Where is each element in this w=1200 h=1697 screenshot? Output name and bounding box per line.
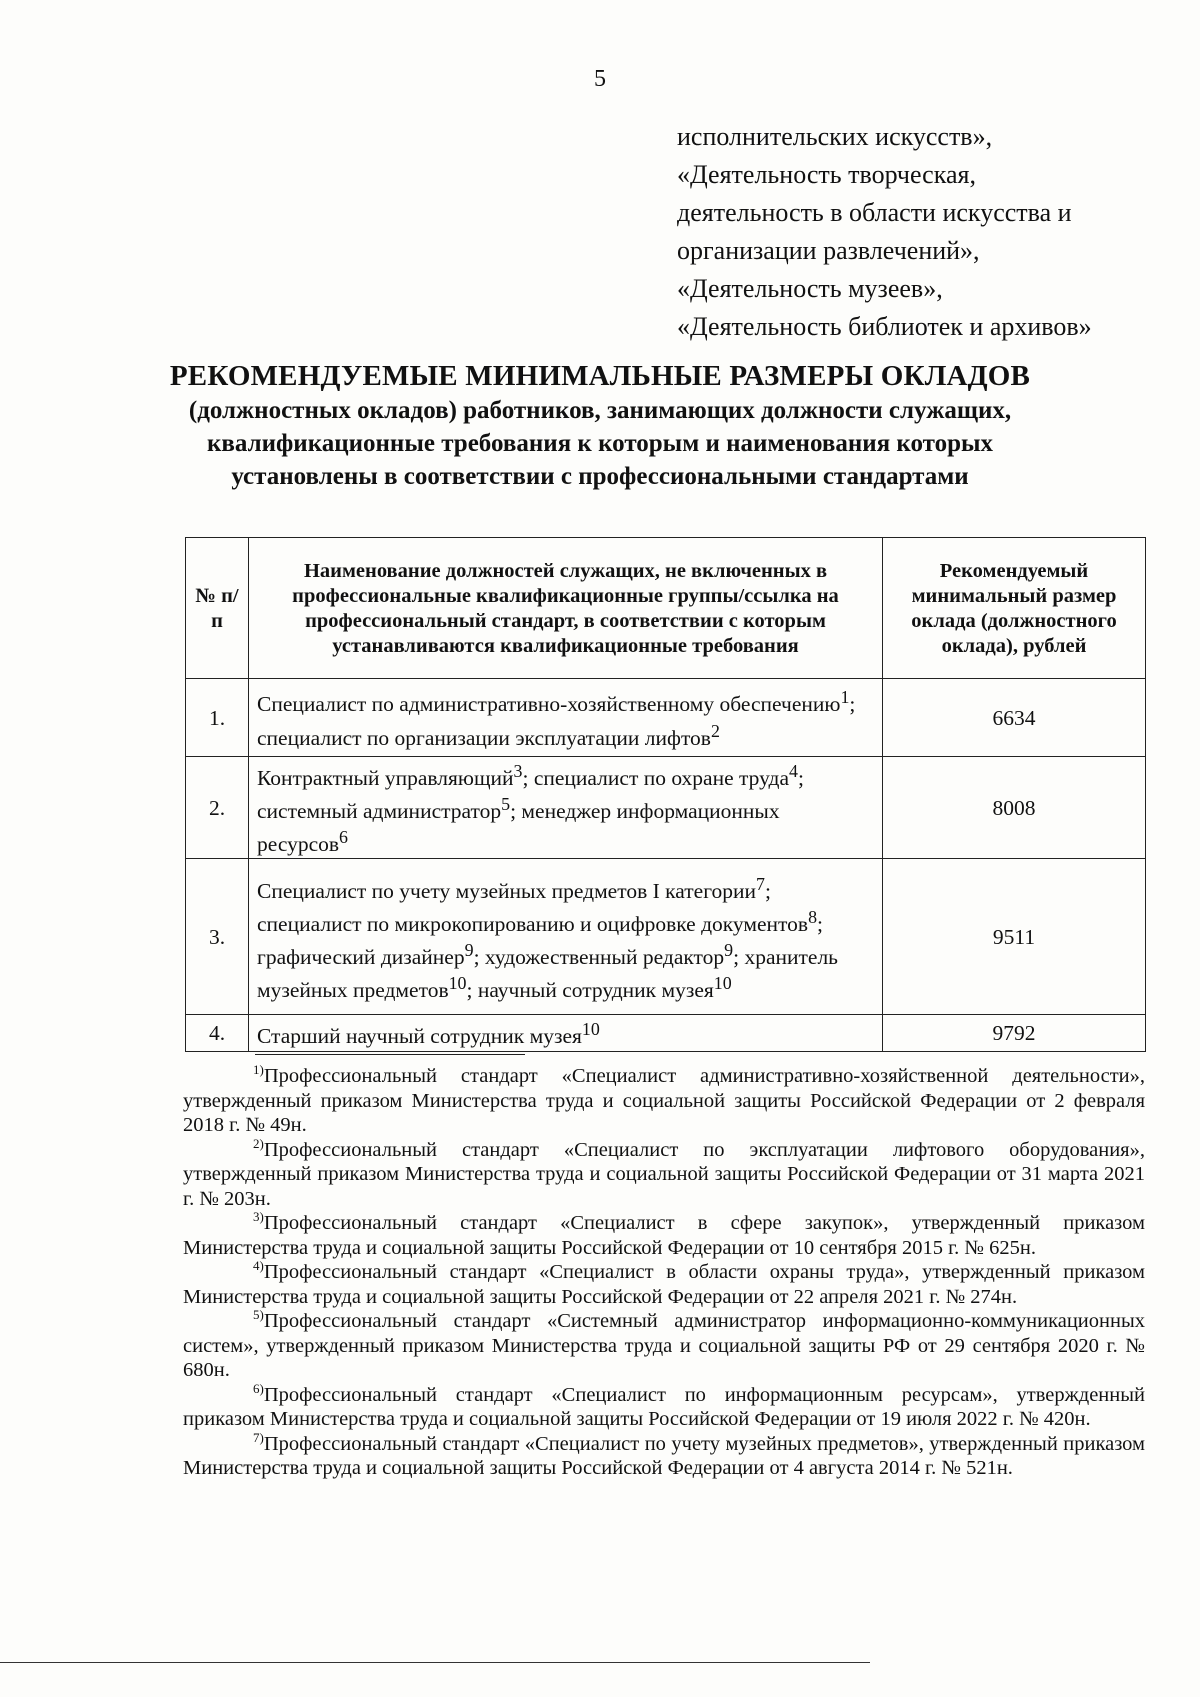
footnote-text: Профессиональный стандарт «Специалист по информационным ресурсам», утвержденный приказом Министерства труда и социальной защиты Российской Федерации от 19 июля 2022 г. № 420н.: [183, 1383, 1145, 1430]
table-row: [186, 679, 1146, 757]
footnote: [183, 1429, 1145, 1481]
intro-line: деятельность в области искусства и: [677, 198, 1072, 227]
page-number: 5: [594, 66, 606, 92]
intro-line: «Деятельность музеев»,: [677, 274, 943, 303]
position-text: Старший научный сотрудник музея: [257, 1024, 582, 1049]
table-row: [186, 859, 1146, 1015]
footnote-ref: 9: [724, 939, 734, 960]
footnote-ref: 7: [756, 873, 765, 894]
footnote-text: Профессиональный стандарт «Специалист в сфере закупок», утвержденный приказом Министерства труда и социальной защиты Российской Федерации от 10 сентября 2015 г. № 625н.: [183, 1212, 1145, 1259]
position-text: ; системный администратор: [257, 766, 804, 824]
footnote-ref: 5: [501, 794, 511, 815]
row-salary: 9511: [883, 859, 1146, 1015]
row-number: 2.: [186, 757, 249, 859]
row-position-name: [249, 1015, 883, 1051]
row-salary: 9792: [883, 1015, 1146, 1051]
row-number: 4.: [186, 1015, 249, 1051]
table-body: [186, 679, 1146, 1052]
footnote-text: Профессиональный стандарт «Специалист административно-хозяйственной деятельности», утвержденный приказом Министерства труда и социальной защиты Российской Федерации от 2 февраля 2018 г. № 49н.: [183, 1065, 1145, 1136]
intro-line: организации развлечений»,: [677, 236, 980, 265]
position-text: ; научный сотрудник музея: [466, 978, 714, 1003]
row-salary: 6634: [883, 679, 1146, 757]
position-text: Специалист по административно-хозяйственному обеспечению: [257, 692, 841, 717]
footnote-ref: 10: [448, 973, 467, 994]
footnote-text: Профессиональный стандарт «Специалист по эксплуатации лифтового оборудования», утвержденный приказом Министерства труда и социальной защиты Российской Федерации от 31 марта 2021 г. № 203н.: [183, 1138, 1145, 1210]
position-text: ; специалист по микрокопированию и оцифровке документов: [257, 878, 809, 936]
footnote-ref: 10: [713, 973, 732, 994]
footnote-separator: [255, 1054, 525, 1055]
row-position-name: [249, 757, 883, 859]
footnote-ref: 1: [840, 687, 850, 708]
footnote: [183, 1380, 1145, 1432]
position-text: Контрактный управляющий: [257, 766, 514, 791]
intro-line: исполнительских искусств»,: [677, 122, 993, 151]
footnote-mark: 3): [253, 1209, 264, 1225]
row-number: 1.: [186, 679, 249, 757]
salary-table: [185, 537, 1146, 1052]
intro-block: [677, 118, 1157, 346]
footnote-ref: 4: [789, 761, 798, 781]
intro-line: «Деятельность творческая,: [677, 160, 976, 189]
position-text: ; специалист по охране труда: [522, 766, 790, 791]
heading-title: РЕКОМЕНДУЕМЫЕ МИНИМАЛЬНЫЕ РАЗМЕРЫ ОКЛАДОВ: [169, 360, 1031, 392]
table-row: [186, 757, 1146, 859]
footnote-mark: 6): [253, 1380, 264, 1396]
footnote-mark: 4): [253, 1258, 264, 1274]
footnote: [183, 1064, 1145, 1138]
footnote-mark: 1): [253, 1062, 264, 1078]
heading-line: установлены в соответствии с профессиональными стандартами: [231, 463, 969, 490]
footnote: [183, 1135, 1145, 1212]
footnote: [183, 1309, 1145, 1383]
intro-line: «Деятельность библиотек и архивов»: [677, 312, 1092, 341]
footnotes: [183, 1064, 1145, 1481]
table-header-row: [186, 538, 1146, 679]
footnote-ref: 3: [513, 761, 523, 781]
footnote-mark: 2): [253, 1135, 264, 1151]
position-text: Специалист по учету музейных предметов I категории: [257, 878, 756, 903]
row-position-name: [249, 679, 883, 757]
row-number: 3.: [186, 859, 249, 1015]
footnote-ref: 8: [808, 906, 818, 927]
footnote-mark: 5): [253, 1307, 264, 1323]
footnote: [183, 1260, 1145, 1309]
header-position-name: Наименование должностей служащих, не включенных в профессиональные квалификационные группы/ссылка на профессиональный стандарт, в соответствии с которым устанавливаются квалификационные требования: [249, 538, 883, 679]
header-number: № п/п: [186, 538, 249, 679]
table-row: [186, 1015, 1146, 1051]
footnote-text: Профессиональный стандарт «Системный администратор информационно-коммуникационных систем», утвержденный приказом Министерства труда и социальной защиты РФ от 29 сентября 2020 г. № 680н.: [183, 1310, 1145, 1381]
row-position-name: [249, 859, 883, 1015]
position-text: ; хранитель музейных предметов: [257, 945, 838, 1003]
footnote-mark: 7): [253, 1429, 264, 1445]
row-salary: 8008: [883, 757, 1146, 859]
document-heading: [80, 358, 1120, 493]
footnote-text: Профессиональный стандарт «Специалист в области охраны труда», утвержденный приказом Министерства труда и социальной защиты Российской Федерации от 22 апреля 2021 г. № 274н.: [183, 1261, 1145, 1308]
heading-line: квалификационные требования к которым и наименования которых: [206, 430, 994, 457]
position-text: ; художественный редактор: [473, 945, 725, 970]
bottom-rule: [0, 1662, 870, 1663]
footnote: [183, 1211, 1145, 1260]
footnote-ref: 2: [710, 720, 720, 741]
footnote-ref: 10: [581, 1019, 600, 1040]
footnote-ref: 9: [464, 939, 474, 960]
footnote-ref: 6: [339, 827, 348, 848]
footnote-text: Профессиональный стандарт «Специалист по учету музейных предметов», утвержденный приказом Министерства труда и социальной защиты Российской Федерации от 4 августа 2014 г. № 521н.: [183, 1432, 1145, 1479]
heading-line: (должностных окладов) работников, занимающих должности служащих,: [188, 397, 1012, 424]
position-text: ; графический дизайнер: [257, 911, 824, 970]
position-text: ; специалист по организации эксплуатации лифтов: [257, 692, 856, 750]
header-salary: Рекомендуемый минимальный размер оклада (должностного оклада), рублей: [883, 538, 1146, 679]
position-text: ; менеджер информационных ресурсов: [257, 799, 780, 857]
